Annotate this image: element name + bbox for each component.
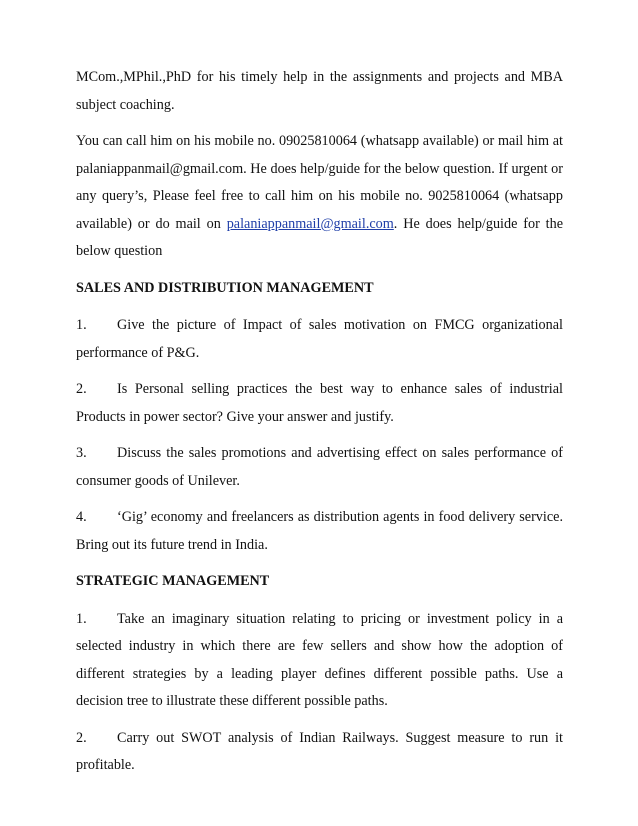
intro-paragraph-credentials: [76, 64, 563, 119]
question-item: [76, 504, 563, 559]
question-item: [76, 725, 563, 780]
question-item: [76, 440, 563, 495]
question-text: Is Personal selling practices the best way to enhance sales of industrial Products in power sector? Give your answer and justify.: [76, 381, 563, 425]
section-title-sales: SALES AND DISTRIBUTION MANAGEMENT: [76, 279, 374, 296]
intro-credentials-text: MCom.,MPhil.,PhD for his timely help in the assignments and projects and MBA subject coaching.: [76, 69, 563, 113]
question-number: 2.: [76, 381, 87, 397]
document-page: [76, 64, 563, 789]
question-item: [76, 376, 563, 431]
intro-contact-text: You can call him on his mobile no. 09025810064 (whatsapp available) or mail him at palaniappanmail@gmail.com. He does help/guide for the below question. If urgent or any query’s, Please feel free to call him on his mobile no. 9025810064 (whatsapp available) or do mail on: [76, 133, 563, 232]
question-number: 4.: [76, 509, 87, 525]
intro-contact-tail: . He does help/guide for the below question: [76, 215, 563, 259]
question-text: Discuss the sales promotions and advertising effect on sales performance of consumer goods of Unilever.: [76, 445, 563, 489]
question-number: 1.: [76, 317, 87, 333]
question-number: 3.: [76, 445, 87, 461]
question-item: [76, 312, 563, 367]
question-item: [76, 606, 563, 716]
intro-paragraph-contact: [76, 128, 563, 266]
question-text: Give the picture of Impact of sales motivation on FMCG organizational performance of P&G.: [76, 317, 563, 361]
question-text: Carry out SWOT analysis of Indian Railways. Suggest measure to run it profitable.: [76, 729, 563, 773]
email-link[interactable]: palaniappanmail@gmail.com: [226, 215, 394, 232]
question-number: 1.: [76, 610, 87, 627]
question-number: 2.: [76, 729, 87, 746]
question-text: Take an imaginary situation relating to pricing or investment policy in a selected industry in which there are few sellers and show how the adoption of different strategies by a leading player defines different possible paths. Use a decision tree to illustrate these different possible paths.: [76, 610, 563, 709]
question-text: ‘Gig’ economy and freelancers as distribution agents in food delivery service. Bring out its future trend in India.: [76, 509, 563, 553]
section-title-strategic: STRATEGIC MANAGEMENT: [76, 573, 270, 589]
